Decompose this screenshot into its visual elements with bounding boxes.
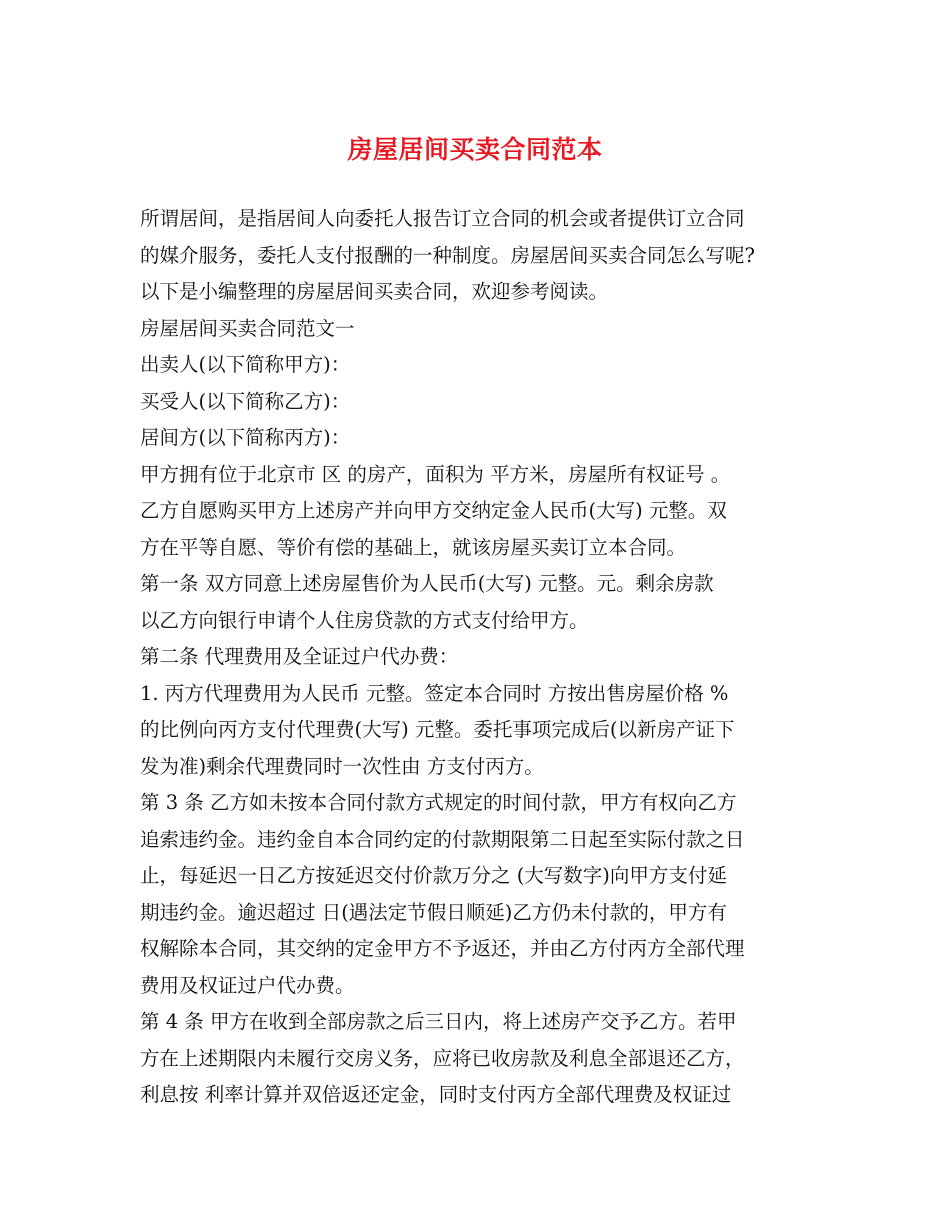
- paragraph-line: 以下是小编整理的房屋居间买卖合同，欢迎参考阅读。: [140, 280, 609, 303]
- paragraph-line: 第 4 条 甲方在收到全部房款之后三日内，将上述房产交予乙方。若甲: [140, 1010, 737, 1033]
- paragraph-line: 方在平等自愿、等价有偿的基础上，就该房屋买卖订立本合同。: [140, 535, 687, 559]
- paragraph-line: 买受人(以下简称乙方)：: [140, 389, 351, 413]
- paragraph-line: 第二条 代理费用及全证过户代办费：: [140, 645, 459, 668]
- paragraph-line: 止，每延迟一日乙方按延迟交付价款万分之 (大写数字)向甲方支付延: [140, 864, 727, 887]
- paragraph-line: 权解除本合同，其交纳的定金甲方不予返还，并由乙方付丙方全部代理: [140, 937, 745, 960]
- paragraph-line: 期违约金。逾迟超过 日(遇法定节假日顺延)乙方仍未付款的，甲方有: [140, 900, 727, 924]
- paragraph-line: 居间方(以下简称丙方)：: [140, 426, 351, 449]
- paragraph-line: 乙方自愿购买甲方上述房产并向甲方交纳定金人民币(大写) 元整。双: [140, 499, 727, 522]
- paragraph-line: 的媒介服务，委托人支付报酬的一种制度。房屋居间买卖合同怎么写呢?: [140, 243, 755, 267]
- paragraph-line: 所谓居间，是指居间人向委托人报告订立合同的机会或者提供订立合同: [140, 207, 745, 230]
- paragraph-line: 出卖人(以下简称甲方)：: [140, 353, 351, 376]
- paragraph-line: 发为准)剩余代理费同时一次性由 方支付丙方。: [140, 754, 544, 778]
- paragraph-line: 费用及权证过户代办费。: [140, 973, 355, 997]
- paragraph-line: 利息按 利率计算并双倍返还定金，同时支付丙方全部代理费及权证过: [140, 1083, 732, 1106]
- paragraph-line: 1. 丙方代理费用为人民币 元整。签定本合同时 方按出售房屋价格 %: [140, 681, 729, 705]
- paragraph-line: 以乙方向银行申请个人住房贷款的方式支付给甲方。: [140, 608, 589, 632]
- paragraph-line: 第 3 条 乙方如未按本合同付款方式规定的时间付款，甲方有权向乙方: [140, 791, 737, 814]
- document-title: 房屋居间买卖合同范本: [347, 135, 603, 164]
- paragraph-line: 第一条 双方同意上述房屋售价为人民币(大写) 元整。元。剩余房款: [140, 572, 714, 595]
- paragraph-line: 的比例向丙方支付代理费(大写) 元整。委托事项完成后(以新房产证下: [140, 718, 735, 741]
- paragraph-line: 甲方拥有位于北京市 区 的房产，面积为 平方米，房屋所有权证号 。: [140, 462, 731, 486]
- document-body: [140, 201, 812, 1114]
- paragraph-line: 方在上述期限内未履行交房义务，应将已收房款及利息全部退还乙方，: [140, 1046, 745, 1070]
- paragraph-line: 房屋居间买卖合同范文一: [140, 316, 355, 340]
- paragraph-line: 追索违约金。违约金自本合同约定的付款期限第二日起至实际付款之日: [140, 827, 745, 851]
